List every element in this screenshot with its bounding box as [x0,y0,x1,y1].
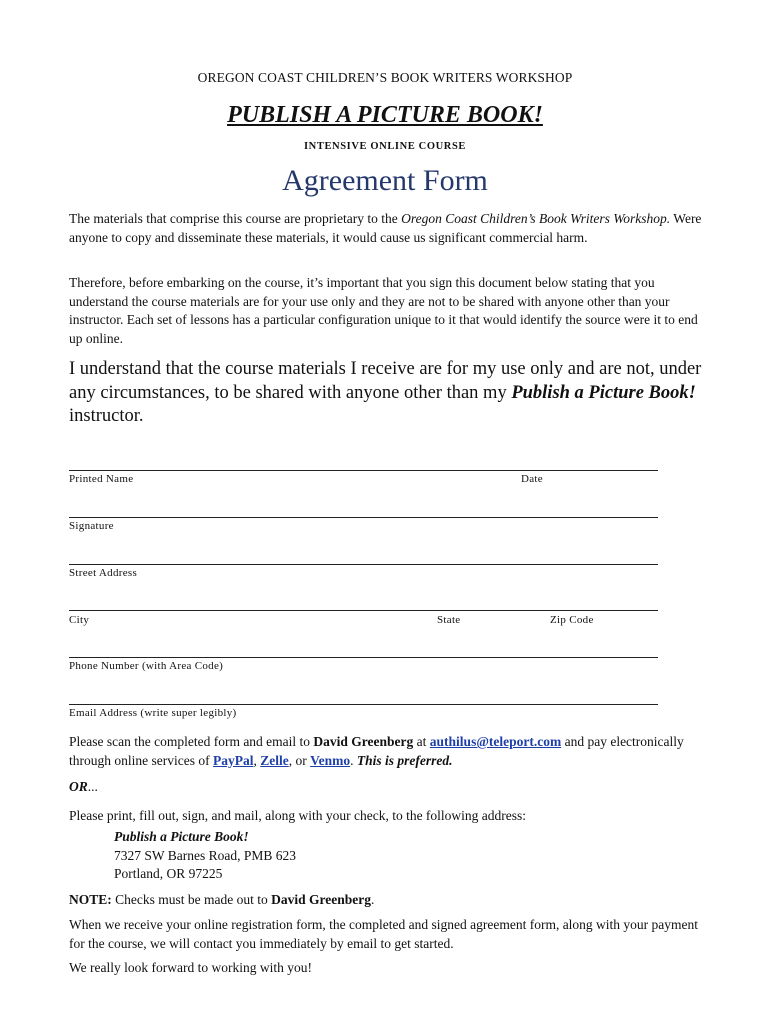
or-dots: ... [87,779,98,794]
intro-text-cont: Were anyone to copy and disseminate these materials, it would cause us significant commercial harm. [69,211,702,245]
receive-paragraph: When we receive your online registration form, the completed and signed agreement form, along with your payment for the course, we will contact you immediately by email to get started. [69,917,699,951]
period: . [350,752,357,768]
scan-text-at: at [413,734,430,749]
workshop-name: Oregon Coast Children’s Book Writers Workshop. [401,211,671,226]
separator: , [253,752,261,768]
form-title: Agreement Form [282,164,488,197]
printed-name-label: Printed Name [69,473,134,485]
zip-code-label: Zip Code [550,614,594,626]
statement-book-name: Publish a Picture Book! [511,382,696,403]
note-label: NOTE: [69,892,112,907]
or-divider [69,778,709,797]
scan-instructions [69,733,709,770]
city-state-zip-line[interactable] [69,610,658,611]
street-address-line[interactable] [69,564,658,565]
contact-name: David Greenberg [313,734,414,749]
intro-paragraph-1 [69,210,709,247]
scan-text: Please scan the completed form and email to [69,734,314,749]
email-line[interactable] [69,704,658,705]
address-line-1: 7327 SW Barnes Road, PMB 623 [114,847,297,863]
paypal-link[interactable]: PayPal [212,752,254,768]
intro-paragraph-2: Therefore, before embarking on the course, it’s important that you sign this document below stating that you understand the course materials are for your use only and they are not to be shared with anyone other than your instructor. Each set of lessons has a particular configuration unique to it that would identify the source were it to end up online. [69,275,698,346]
printed-name-line[interactable] [69,470,658,471]
street-address-label: Street Address [69,567,138,579]
address-line-2: Portland, OR 97225 [114,866,223,881]
check-note [69,891,709,910]
email-label: Email Address (write super legibly) [69,707,237,719]
scan-text-pay: and pay electronically through online services of [69,734,684,768]
signature-line[interactable] [69,517,658,518]
intro-text: The materials that comprise this course are proprietary to the [69,211,402,226]
course-title: PUBLISH A PICTURE BOOK! [227,102,543,128]
zelle-link[interactable]: Zelle [260,752,289,768]
email-link[interactable]: authilus@teleport.com [429,734,562,749]
statement-text: I understand that the course materials I receive are for my use only and are not, under any circumstances, to be shared with anyone other than my [69,359,702,403]
mail-instructions: Please print, fill out, sign, and mail, along with your check, to the following address: [69,808,527,823]
phone-line[interactable] [69,657,658,658]
phone-label: Phone Number (with Area Code) [69,660,224,672]
or-label: OR [69,779,88,794]
note-text: Checks must be made out to [111,892,272,907]
agreement-statement [69,358,709,429]
address-name: Publish a Picture Book! [114,829,249,844]
state-label: State [437,614,461,626]
signature-label: Signature [69,520,114,532]
note-payee: David Greenberg [271,892,371,907]
preferred-note: This is preferred. [356,752,453,768]
separator-or: , or [288,752,311,768]
closing-line: We really look forward to working with you! [69,960,312,975]
course-subtitle: INTENSIVE ONLINE COURSE [303,141,466,152]
date-label: Date [521,473,543,485]
city-label: City [69,614,90,626]
note-end: . [371,892,375,907]
statement-text-end: instructor. [69,406,144,426]
organization-name: OREGON COAST CHILDREN’S BOOK WRITERS WORKSHOP [197,70,573,85]
venmo-link[interactable]: Venmo [310,752,351,768]
mailing-address [114,828,296,884]
